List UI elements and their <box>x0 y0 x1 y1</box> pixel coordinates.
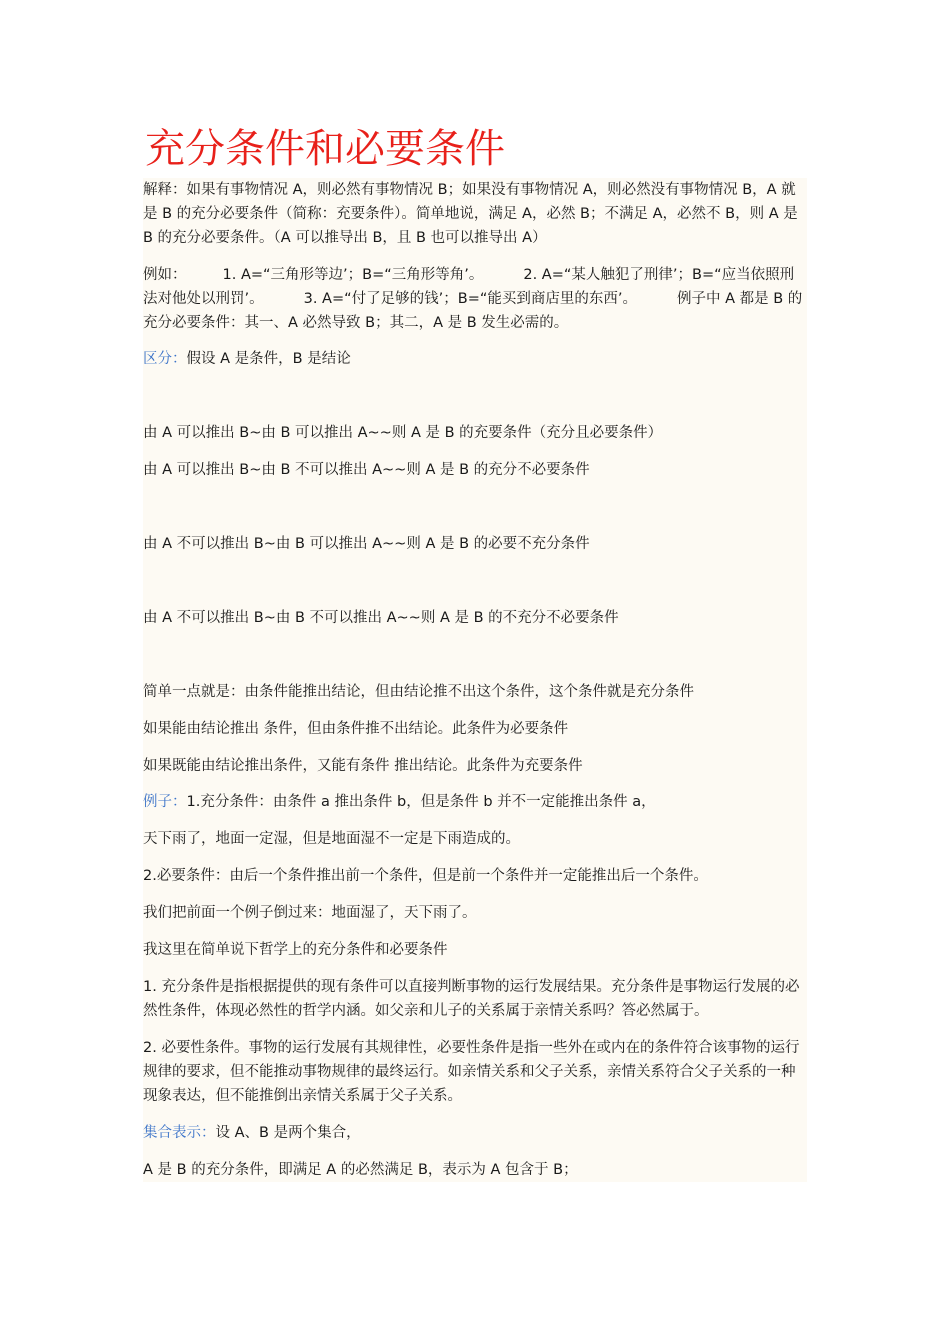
case-line: 由 A 不可以推出 B~由 B 不可以推出 A~~则 A 是 B 的不充分不必要条件 <box>143 610 619 626</box>
sets-line <box>143 1121 807 1145</box>
example2-label: 例子： <box>143 794 187 810</box>
example2-line: 我们把前面一个例子倒过来：地面湿了，天下雨了。 <box>143 905 477 921</box>
example2-text: 1.充分条件：由条件 a 推出条件 b，但是条件 b 并不一定能推出条件 a， <box>186 794 656 810</box>
sets-definition: A 是 B 的充分条件，即满足 A 的必然满足 B，表示为 A 包含于 B； <box>143 1162 578 1178</box>
sets-label: 集合表示： <box>143 1125 216 1141</box>
example2-line <box>143 790 807 814</box>
distinguish-text: 假设 A 是条件，B 是结论 <box>186 351 351 367</box>
simple-line: 简单一点就是：由条件能推出结论，但由结论推不出这个条件，这个条件就是充分条件 <box>143 684 694 700</box>
example2-line: 天下雨了，地面一定湿，但是地面湿不一定是下雨造成的。 <box>143 831 520 847</box>
examples-lead: 例如： <box>143 267 187 283</box>
example-3: 3. A=“付了足够的钱’；B=“能买到商店里的东西’。 <box>303 291 637 307</box>
explanation-paragraph: 解释：如果有事物情况 A，则必然有事物情况 B；如果没有事物情况 A，则必然没有事物情况 B，A 就是 B 的充分必要条件（简称：充要条件）。简单地说，满足 A，必然 B；不满足 A，必然不 B，则 A 是 B 的充分必要条件。（A 可以推导出 B，且 B 也可以推导出 A） <box>143 182 798 246</box>
case-line: 由 A 可以推出 B~由 B 不可以推出 A~~则 A 是 B 的充分不必要条件 <box>143 462 590 478</box>
philosophy-intro: 我这里在简单说下哲学上的充分条件和必要条件 <box>143 942 448 958</box>
distinguish-label: 区分： <box>143 351 187 367</box>
page-title: 充分条件和必要条件 <box>143 120 807 178</box>
sets-text: 设 A、B 是两个集合， <box>215 1125 361 1141</box>
examples-tail: 例子中 A 都是 B 的充分必要条件：其一、A 必然导致 B；其二，A 是 B 发生必需的。 <box>143 291 803 331</box>
case-line: 由 A 可以推出 B~由 B 可以推出 A~~则 A 是 B 的充要条件（充分且必要条件） <box>143 425 663 441</box>
simple-line: 如果既能由结论推出条件，又能有条件 推出结论。此条件为充要条件 <box>143 758 583 774</box>
case-line: 由 A 不可以推出 B~由 B 可以推出 A~~则 A 是 B 的必要不充分条件 <box>143 536 590 552</box>
distinguish-line <box>143 347 807 371</box>
examples-paragraph <box>143 263 807 335</box>
document-body <box>143 120 807 1182</box>
philosophy-paragraph-1: 1. 充分条件是指根据提供的现有条件可以直接判断事物的运行发展结果。充分条件是事物运行发展的必然性条件，体现必然性的哲学内涵。如父亲和儿子的关系属于亲情关系吗？答必然属于。 <box>143 979 800 1019</box>
simple-line: 如果能由结论推出 条件，但由条件推不出结论。此条件为必要条件 <box>143 721 569 737</box>
example2-line: 2.必要条件：由后一个条件推出前一个条件，但是前一个条件并一定能推出后一个条件。 <box>143 868 708 884</box>
example-2: 2. A=“某人触犯了刑律’；B=“应当依照刑法对他处以刑罚’。 <box>143 267 795 307</box>
example-1: 1. A=“三角形等边’；B=“三角形等角’。 <box>222 267 484 283</box>
philosophy-paragraph-2: 2. 必要性条件。事物的运行发展有其规律性，必要性条件是指一些外在或内在的条件符合该事物的运行规律的要求，但不能推动事物规律的最终运行。如亲情关系和父子关系，亲情关系符合父子关系的一种现象表达，但不能推倒出亲情关系属于父子关系。 <box>143 1040 800 1104</box>
